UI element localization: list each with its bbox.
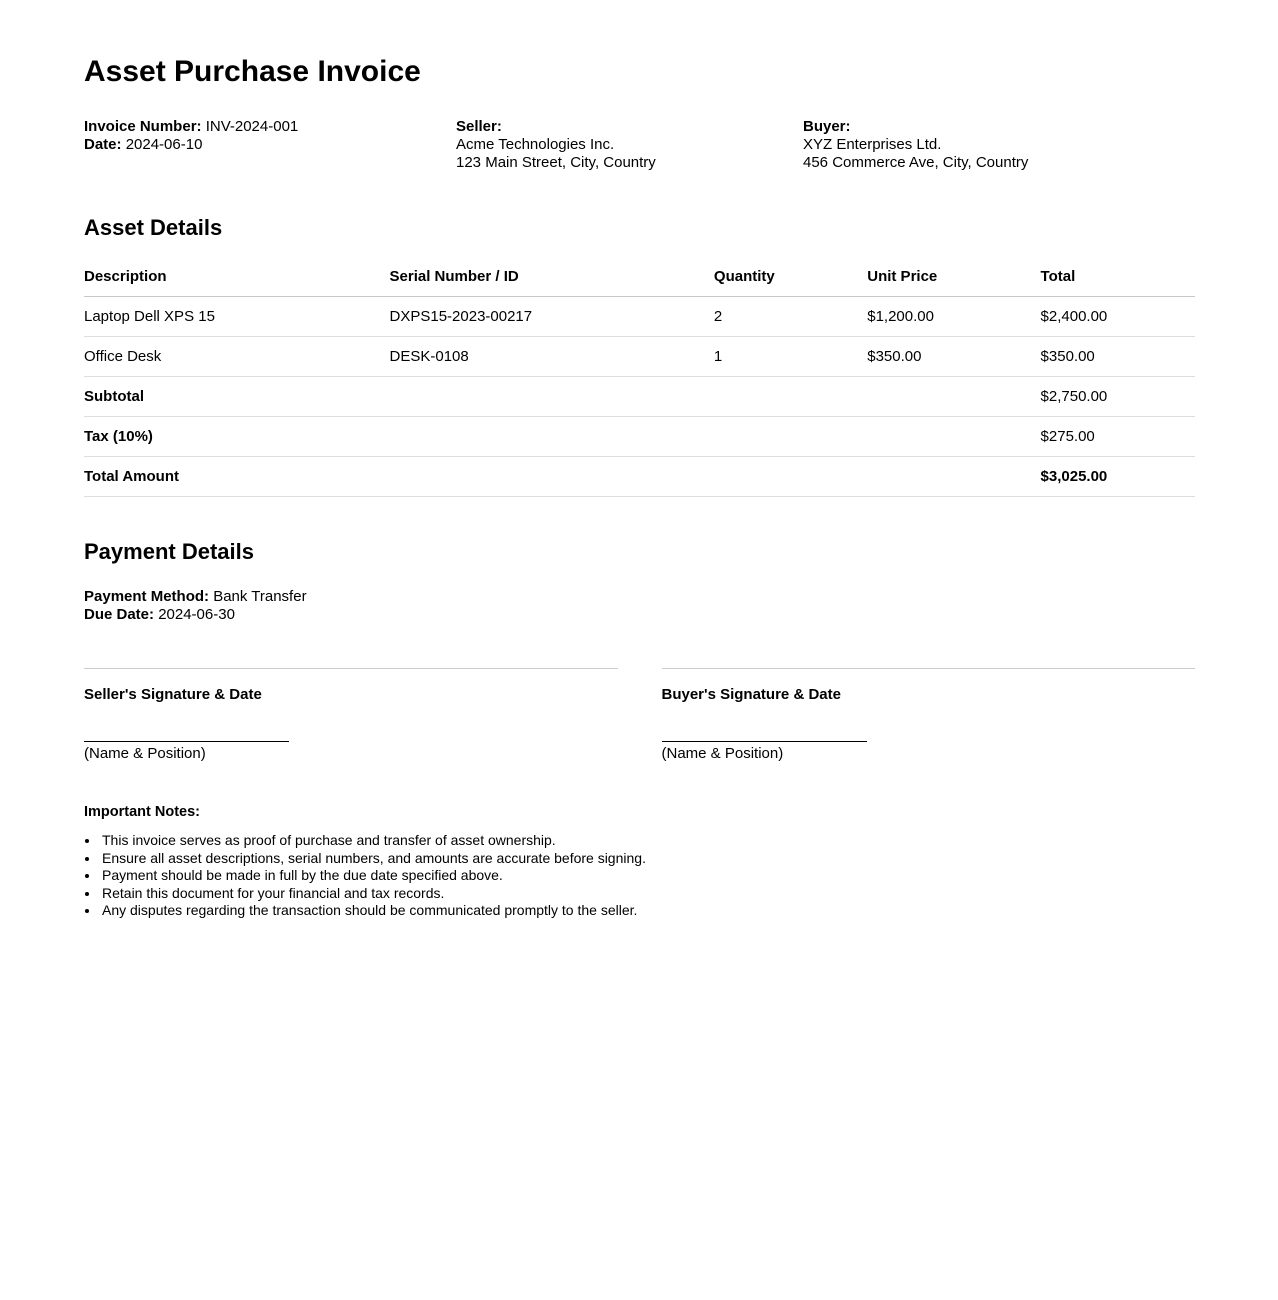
- seller-signature-block: [84, 668, 618, 762]
- seller-name-position-label: (Name & Position): [84, 745, 206, 763]
- buyer-label: Buyer:: [803, 117, 851, 135]
- invoice-number-line: [84, 118, 456, 136]
- list-item: • This invoice serves as proof of purchase and transfer of asset ownership.: [100, 832, 1195, 849]
- column-header-quantity: Quantity: [714, 257, 867, 297]
- seller-signature-label: Seller's Signature & Date: [84, 686, 262, 704]
- invoice-info-block: [84, 118, 456, 173]
- buyer-block: [803, 118, 1195, 173]
- tax-value: $275.00: [1041, 417, 1195, 457]
- signature-section: [84, 668, 1195, 762]
- list-item: • Any disputes regarding the transaction should be communicated promptly to the seller.: [100, 902, 1195, 919]
- invoice-number-label: Invoice Number:: [84, 117, 202, 135]
- total-amount-row: [84, 457, 1195, 497]
- important-notes-heading: Important Notes:: [84, 804, 200, 821]
- total-amount-value: $3,025.00: [1041, 457, 1195, 497]
- due-date-line: [84, 606, 1195, 624]
- seller-block: [456, 118, 803, 173]
- buyer-name-position-label: (Name & Position): [661, 745, 784, 763]
- cell-quantity: 1: [714, 337, 867, 377]
- buyer-name: XYZ Enterprises Ltd.: [803, 135, 942, 153]
- list-item: • Ensure all asset descriptions, serial numbers, and amounts are accurate before signing.: [100, 850, 1195, 867]
- cell-description: Office Desk: [84, 337, 390, 377]
- seller-label: Seller:: [456, 117, 502, 135]
- payment-details-heading: Payment Details: [84, 539, 254, 565]
- payment-method-label: Payment Method:: [84, 587, 210, 605]
- cell-unit-price: $1,200.00: [867, 297, 1040, 337]
- seller-address: 123 Main Street, City, Country: [456, 154, 656, 172]
- invoice-date-label: Date:: [84, 135, 122, 153]
- table-header-row: [84, 257, 1195, 297]
- important-notes-section: [84, 804, 1195, 919]
- payment-method-value: Bank Transfer: [213, 587, 307, 605]
- buyer-address: 456 Commerce Ave, City, Country: [803, 154, 1029, 172]
- seller-name: Acme Technologies Inc.: [456, 135, 615, 153]
- column-header-serial: Serial Number / ID: [390, 257, 714, 297]
- list-item: • Retain this document for your financial and tax records.: [100, 885, 1195, 902]
- buyer-signature-label: Buyer's Signature & Date: [661, 686, 841, 704]
- buyer-signature-line: [662, 741, 867, 742]
- subtotal-value: $2,750.00: [1041, 377, 1195, 417]
- due-date-label: Due Date:: [84, 605, 155, 623]
- payment-details-block: [84, 588, 1195, 625]
- cell-serial: DESK-0108: [390, 337, 714, 377]
- cell-quantity: 2: [714, 297, 867, 337]
- subtotal-label: Subtotal: [84, 377, 1041, 417]
- list-item: • Payment should be made in full by the due date specified above.: [100, 867, 1195, 884]
- column-header-description: Description: [84, 257, 390, 297]
- payment-method-line: [84, 588, 1195, 606]
- asset-details-heading: Asset Details: [84, 214, 223, 240]
- due-date-value: 2024-06-30: [158, 605, 235, 623]
- tax-label: Tax (10%): [84, 417, 1041, 457]
- page-title: Asset Purchase Invoice: [84, 55, 421, 88]
- column-header-unit-price: Unit Price: [867, 257, 1040, 297]
- table-row: [84, 337, 1195, 377]
- cell-serial: DXPS15-2023-00217: [390, 297, 714, 337]
- buyer-signature-space: [662, 703, 1196, 741]
- invoice-date-value: 2024-06-10: [125, 135, 203, 153]
- total-amount-label: Total Amount: [84, 457, 1041, 497]
- invoice-number-value: INV-2024-001: [205, 117, 299, 135]
- cell-total: $350.00: [1041, 337, 1195, 377]
- cell-description: Laptop Dell XPS 15: [84, 297, 390, 337]
- invoice-header-meta: [84, 118, 1195, 173]
- subtotal-row: [84, 377, 1195, 417]
- seller-signature-line: [84, 741, 289, 742]
- asset-details-table: [84, 257, 1195, 497]
- buyer-signature-block: [662, 668, 1196, 762]
- seller-signature-space: [84, 703, 618, 741]
- cell-unit-price: $350.00: [867, 337, 1040, 377]
- tax-row: [84, 417, 1195, 457]
- invoice-date-line: [84, 136, 456, 154]
- column-header-total: Total: [1041, 257, 1195, 297]
- cell-total: $2,400.00: [1041, 297, 1195, 337]
- important-notes-list: [84, 832, 1195, 919]
- table-row: [84, 297, 1195, 337]
